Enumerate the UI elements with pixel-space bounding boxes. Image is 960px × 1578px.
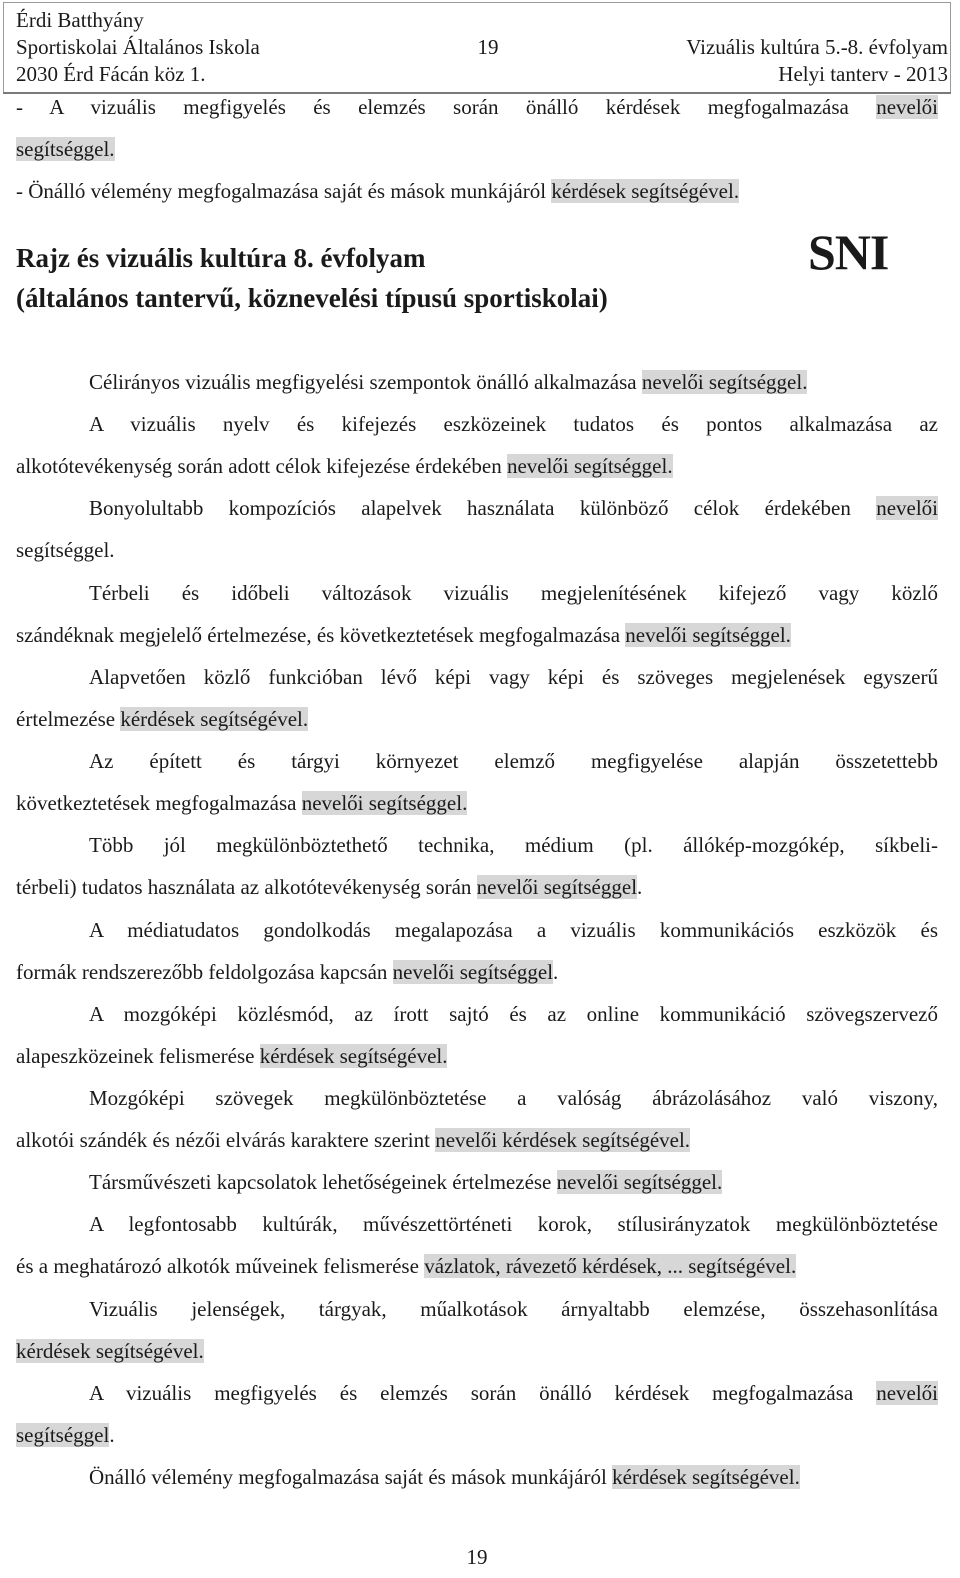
text-line: Vizuális jelenségek, tárgyak, műalkotások árnyaltabb elemzése, összehasonlítása [89, 1297, 938, 1321]
text-line: Az épített és tárgyi környezet elemző megfigyelése alapján összetettebb [89, 749, 938, 773]
school-address: 2030 Érd Fácán köz 1. [16, 62, 206, 86]
text-line: és a meghatározó alkotók műveinek felismerése vázlatok, rávezető kérdések, ... segítségével. [16, 1254, 797, 1278]
section-subtitle: (általános tantervű, köznevelési típusú sportiskolai) [16, 283, 608, 313]
text-line: A médiatudatos gondolkodás megalapozása a vizuális kommunikációs eszközök és [89, 918, 938, 942]
text-line: segítséggel. [16, 538, 115, 562]
text-line: formák rendszerezőbb feldolgozása kapcsán nevelői segítséggel. [16, 960, 559, 984]
text-line: A legfontosabb kultúrák, művészettörténeti korok, stílusirányzatok megkülönböztetése [89, 1212, 938, 1236]
text-line: Alapvetően közlő funkcióban lévő képi vagy képi és szöveges megjelenések egyszerű [89, 665, 938, 689]
page-number: 19 [466, 1545, 488, 1569]
school-type: Sportiskolai Általános Iskola [16, 35, 260, 59]
text-line: alapeszközeinek felismerése kérdések segítségével. [16, 1044, 448, 1068]
text-line: segítséggel. [16, 137, 115, 161]
sni-badge: SNI [808, 224, 889, 280]
text-line: Célirányos vizuális megfigyelési szempontok önálló alkalmazása nevelői segítséggel. [89, 370, 808, 394]
text-line: Mozgóképi szövegek megkülönböztetése a valóság ábrázolásához való viszony, [89, 1086, 938, 1110]
text-line: Társművészeti kapcsolatok lehetőségeinek értelmezése nevelői segítséggel. [89, 1170, 723, 1194]
text-line: kérdések segítségével. [16, 1339, 204, 1363]
text-line: Önálló vélemény megfogalmazása saját és mások munkájáról kérdések segítségével. [89, 1465, 800, 1489]
text-line: - Önálló vélemény megfogalmazása saját és mások munkájáról kérdések segítségével. [16, 179, 740, 203]
text-line: alkotói szándék és nézői elvárás karaktere szerint nevelői kérdések segítségével. [16, 1128, 691, 1152]
subject-grade: Vizuális kultúra 5.-8. évfolyam [686, 35, 948, 59]
text-line: szándéknak megjelelő értelmezése, és következtetések megfogalmazása nevelői segítséggel. [16, 623, 791, 647]
text-line: Több jól megkülönböztethető technika, médium (pl. állókép-mozgókép, síkbeli- [89, 833, 938, 857]
text-line: alkotótevékenység során adott célok kifejezése érdekében nevelői segítséggel. [16, 454, 673, 478]
header-page-number: 19 [477, 35, 499, 59]
text-line: A vizuális nyelv és kifejezés eszközeinek tudatos és pontos alkalmazása az [89, 412, 938, 436]
text-line: A mozgóképi közlésmód, az írott sajtó és az online kommunikáció szövegszervező [89, 1002, 938, 1026]
text-line: következtetések megfogalmazása nevelői segítséggel. [16, 791, 468, 815]
text-line: A vizuális megfigyelés és elemzés során önálló kérdések megfogalmazása nevelői [89, 1381, 938, 1405]
text-line: - A vizuális megfigyelés és elemzés során önálló kérdések megfogalmazása nevelői [16, 95, 938, 119]
curriculum-label: Helyi tanterv - 2013 [778, 62, 948, 86]
text-line: értelmezése kérdések segítségével. [16, 707, 309, 731]
school-name: Érdi Batthyány [16, 8, 144, 32]
text-line: segítséggel. [16, 1423, 115, 1447]
text-line: Térbeli és időbeli változások vizuális megjelenítésének kifejező vagy közlő [89, 581, 938, 605]
text-line: térbeli) tudatos használata az alkotótevékenység során nevelői segítséggel. [16, 875, 643, 899]
section-title: Rajz és vizuális kultúra 8. évfolyam [16, 243, 426, 273]
text-line: Bonyolultabb kompozíciós alapelvek használata különböző célok érdekében nevelői [89, 496, 938, 520]
